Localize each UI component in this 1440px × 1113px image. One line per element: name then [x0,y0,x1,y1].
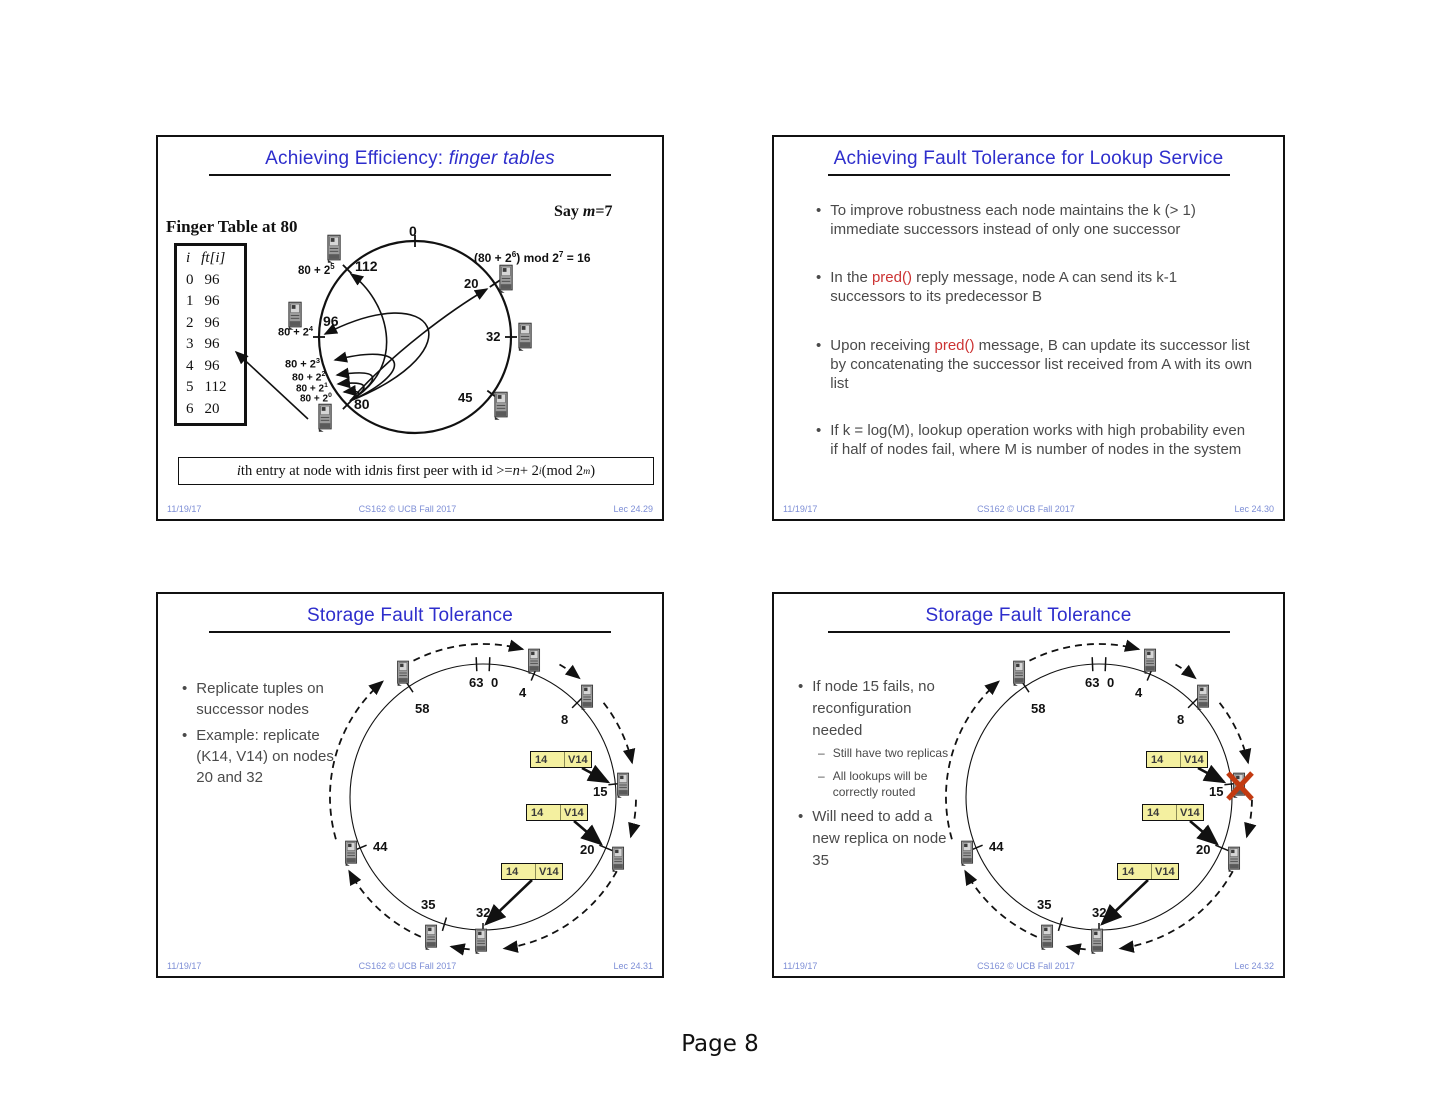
slide-title-wrap [774,148,1283,176]
finger-table-caption: Finger Table at 80 [166,217,298,236]
cell-ft: 112 [204,379,227,395]
slide-footer [783,504,1274,514]
node-label-58: 58 [1031,701,1046,716]
col-ft: ft[i] [201,250,226,266]
bullet-dot: • [798,678,804,695]
server-icon [582,685,593,710]
finger-formula: i th entry at node with id n is first peer with id >= n + 2 i (mod 2 m ) [178,457,654,485]
replica-value: V14 [568,753,588,766]
slide-storage-fault-tolerance-2 [772,592,1285,978]
replica-key: 14 [1143,805,1177,820]
cell-i: 2 [186,314,194,331]
footer-course: CS162 © UCB Fall 2017 [358,961,457,971]
bullet-item [816,201,1250,239]
node-label-63: 63 [1085,675,1100,690]
replica-value: V14 [1184,753,1204,766]
footer-course: CS162 © UCB Fall 2017 [977,504,1075,514]
slide-footer [167,504,653,514]
bullet-dot: • [816,337,822,354]
node-label-80: 80 [354,396,370,412]
node-label-63: 63 [469,675,484,690]
page-number-label: Page 8 [681,1031,759,1057]
cell-i: 6 [186,400,194,417]
node-label-58: 58 [415,701,430,716]
server-icon [618,773,629,798]
slide-title: Achieving Fault Tolerance for Lookup Service [833,148,1224,169]
node-label-32: 32 [1092,905,1107,920]
sub-bullet-dash: – [818,746,825,760]
server-icon [426,925,437,950]
bullet-dot: • [182,680,188,697]
server-icon [529,649,540,674]
footer-date: 11/19/17 [783,961,818,971]
server-icon [398,661,409,686]
node-label-35: 35 [421,897,436,912]
replica-box [526,804,588,821]
node-label-35: 35 [1037,897,1052,912]
footer-date: 11/19/17 [167,504,202,514]
server-icon [1229,847,1240,872]
node-label-15: 15 [593,784,608,799]
bullet-text: If node 15 fails, no reconfiguration needed [812,678,935,739]
server-icon [328,235,340,263]
finger-label-2p0: $80 + 2^0$ [300,392,332,405]
cell-ft: 96 [204,336,220,352]
say-m-label: Say m=7 [554,203,613,220]
server-icon [346,841,357,866]
node-label-32: 32 [486,329,501,344]
footer-lec: Lec 24.31 [613,961,653,971]
slide-footer [167,961,653,971]
finger-arc-2p4 [325,313,429,401]
bullet-item [816,421,1256,459]
col-i: i [186,250,191,266]
cell-ft: 96 [204,293,220,309]
node-label-44: 44 [373,839,388,854]
cell-ft: 96 [204,271,220,288]
node-label-8: 8 [561,712,569,727]
replica-box [1146,751,1208,768]
bullet-text: Will need to add a new replica on node 35 [812,808,947,869]
server-icon [962,841,973,866]
node-label-20: 20 [580,842,595,857]
title-underline [828,174,1230,176]
node-label-0: 0 [491,675,499,690]
replica-box [501,863,563,880]
node-label-0: 0 [1107,675,1115,690]
node-label-44: 44 [989,839,1004,854]
bullet-dot: • [182,727,188,744]
node-label-96: 96 [323,313,339,329]
slide-title: Storage Fault Tolerance [925,605,1132,626]
node-label-45: 45 [458,390,473,405]
bullet-text: If k = log(M), lookup operation works with high probability even if half of nodes fail, where M is number of nodes in the system [830,422,1246,458]
bullet-dot: • [816,422,822,439]
sub-bullet-text: All lookups will be correctly routed [832,769,928,799]
node-label-15: 15 [1209,784,1224,799]
node-label-4: 4 [1135,685,1143,700]
replica-value: V14 [1155,865,1175,878]
replica-box [1117,863,1179,880]
node-label-8: 8 [1177,712,1185,727]
node-label-4: 4 [519,685,527,700]
bullet-text: Example: replicate (K14, V14) on nodes 20 and 32 [196,727,334,786]
cell-i: 3 [186,336,194,352]
server-icon [1042,925,1053,950]
node-label-20: 20 [464,276,479,291]
replica-key: 14 [1118,864,1152,879]
bullet-dot: • [816,202,822,219]
bullet-item [816,268,1250,306]
slide-title: Storage Fault Tolerance [307,605,513,626]
slide-storage-fault-tolerance-1 [156,592,664,978]
replica-value: V14 [539,865,559,878]
footer-lec: Lec 24.30 [1234,504,1274,514]
server-icon [519,323,531,351]
server-icon [500,265,512,293]
slide-fault-tolerance-lookup [772,135,1285,521]
server-icon [476,929,487,954]
cell-i: 0 [186,271,194,288]
slide-footer [783,961,1274,971]
replica-box [530,751,592,768]
server-icon [1198,685,1209,710]
replica-key: 14 [1147,752,1181,767]
finger-label-2p5: $80 + 2^5$ [298,262,335,277]
replica-value: V14 [564,806,584,819]
server-icon [1092,929,1103,954]
cell-i: 5 [186,379,194,395]
bullet-dot: • [816,269,822,286]
footer-lec: Lec 24.32 [1234,961,1274,971]
footer-course: CS162 © UCB Fall 2017 [977,961,1075,971]
node-label-20: 20 [1196,842,1211,857]
bullet-item [816,336,1256,393]
server-icon [319,404,331,432]
sub-bullet-text: Still have two replicas [832,746,949,760]
replication-ring-diagram-failed-node [774,594,1282,980]
finger-label-2p4: $80 + 2^4$ [278,324,314,339]
bullet-dot: • [798,808,804,825]
cell-ft: 96 [204,314,220,331]
cell-i: 4 [186,357,194,374]
replica-key: 14 [531,752,565,767]
server-icon [495,392,507,420]
bullet-text: In the pred() reply message, node A can send its k-1 successors to its predecessor B [830,269,1178,305]
server-icon [1145,649,1156,674]
footer-date: 11/19/17 [167,961,202,971]
slide-finger-tables [156,135,664,521]
cell-i: 1 [186,293,194,309]
replica-key: 14 [527,805,561,820]
bullet-text: Upon receiving pred() message, B can update its successor list by concatenating the successor list received from A with its own list [830,337,1253,392]
sub-bullet-dash: – [818,769,825,783]
node-label-0: 0 [409,223,417,239]
replica-key: 14 [502,864,536,879]
replica-value: V14 [1180,806,1200,819]
server-icon [1014,661,1025,686]
finger-label-2p1: $80 + 2^1$ [296,382,328,395]
node-label-32: 32 [476,905,491,920]
bullet-text: To improve robustness each node maintains the k (> 1) immediate successors instead of only one successor [830,202,1196,238]
bullet-text: Replicate tuples on successor nodes [196,680,324,718]
slide-title: Achieving Efficiency: finger tables [265,148,555,169]
footer-course: CS162 © UCB Fall 2017 [358,504,457,514]
finger-label-2p6: $(80 + 2^6)$ mod $2^7 = 16$ [474,250,591,265]
footer-date: 11/19/17 [783,504,818,514]
server-icon [613,847,624,872]
cell-ft: 20 [204,400,220,417]
node-label-112: 112 [355,258,378,274]
finger-label-2p2: $80 + 2^2$ [292,370,326,384]
cell-ft: 96 [204,357,220,374]
footer-lec: Lec 24.29 [613,504,653,514]
finger-label-2p3: $80 + 2^3$ [285,356,321,371]
replica-box [1142,804,1204,821]
replication-ring-diagram [158,594,666,980]
